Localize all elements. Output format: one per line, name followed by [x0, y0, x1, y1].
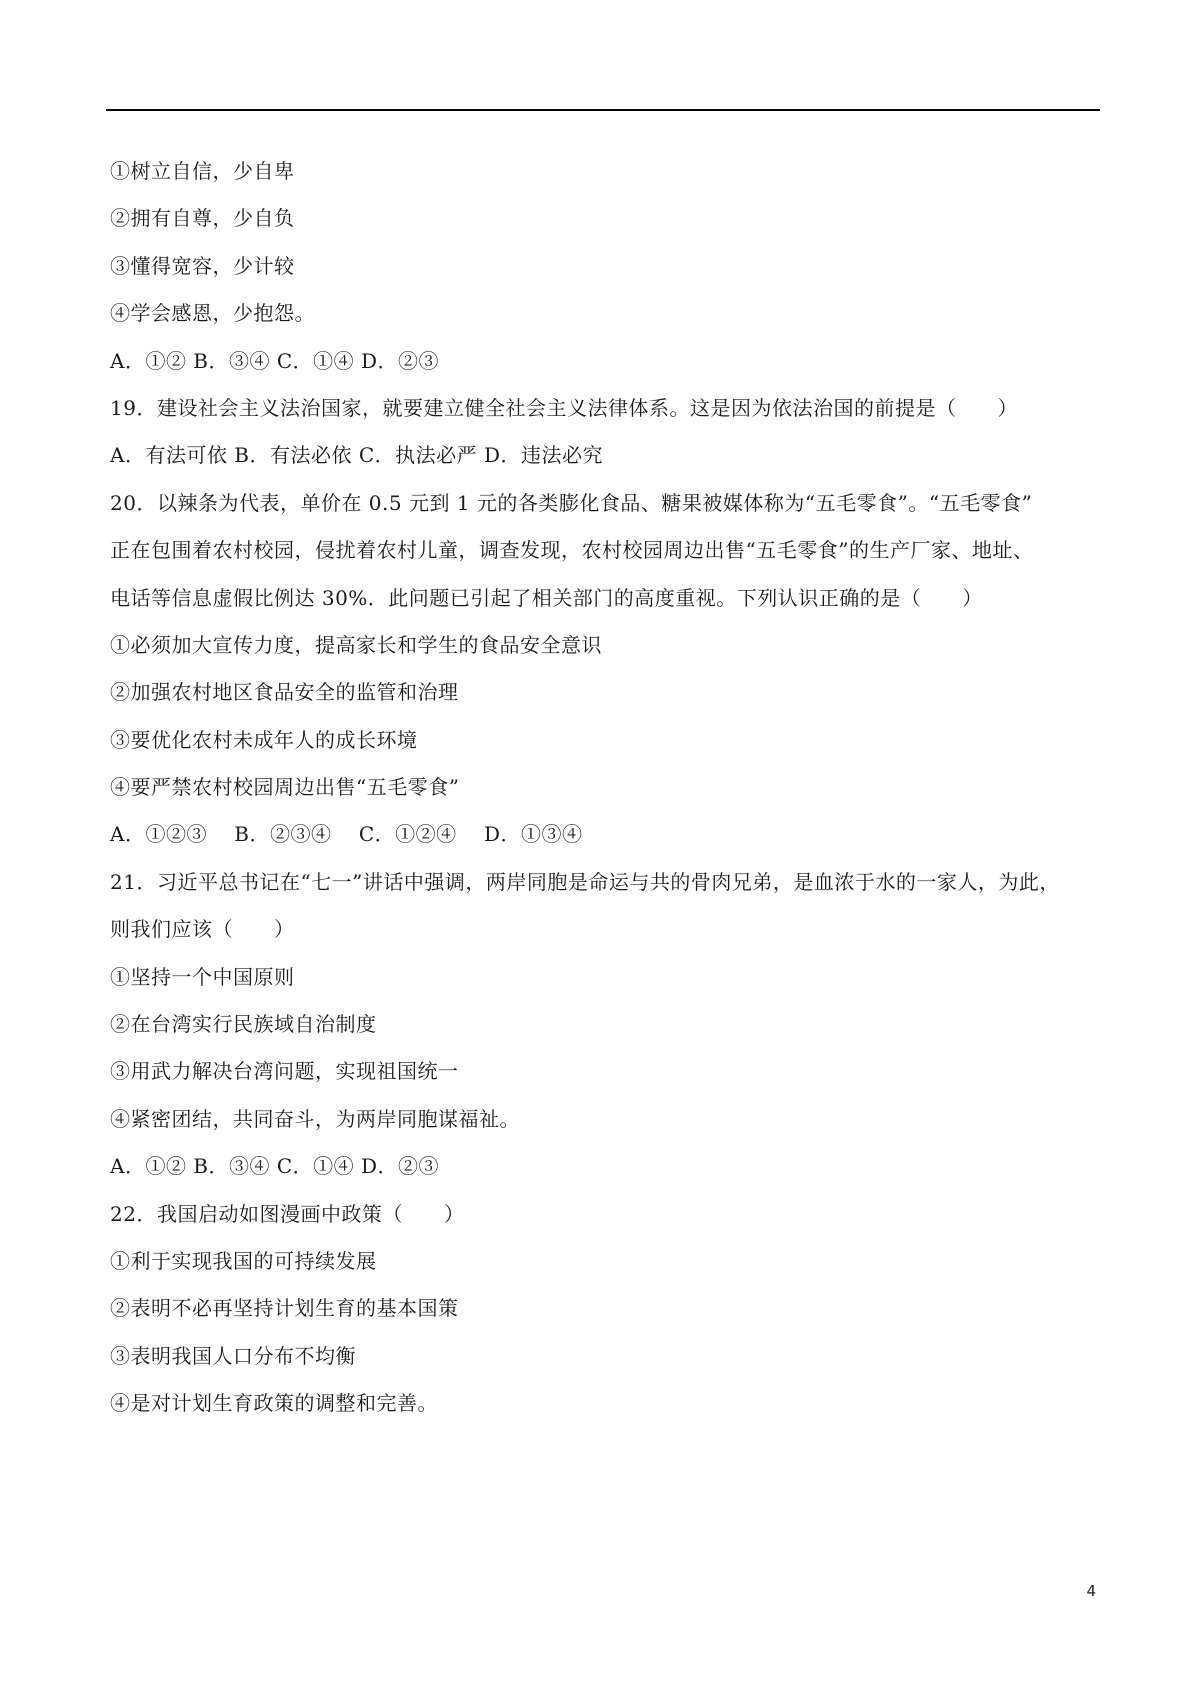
text-line: ②拥有自尊，少自负: [110, 206, 295, 231]
text-line: ③懂得宽容，少计较: [110, 253, 295, 278]
question-21: 21．习近平总书记在“七一”讲话中强调，两岸同胞是命运与共的骨肉兄弟，是血浓于水的一家人，为此，: [110, 869, 1060, 894]
answer-options: A．①②③ B．②③④ C．①②④ D．①③④: [110, 822, 583, 847]
text-line: 正在包围着农村校园，侵扰着农村儿童，调查发现，农村校园周边出售“五毛零食”的生产厂家、地址、: [110, 538, 1034, 563]
text-line: ①必须加大宣传力度，提高家长和学生的食品安全意识: [110, 632, 602, 657]
document-body: [110, 148, 1100, 1428]
question-19: 19．建设社会主义法治国家，就要建立健全社会主义法律体系。这是因为依法治国的前提是（ ）: [110, 395, 1018, 420]
page-number: 4: [1086, 1582, 1096, 1600]
text-line: ①树立自信，少自卑: [110, 159, 295, 183]
answer-options: A．①② B．③④ C．①④ D．②③: [110, 1154, 440, 1179]
text-line: ③要优化农村未成年人的成长环境: [110, 727, 418, 752]
text-line: ④要严禁农村校园周边出售“五毛零食”: [110, 775, 460, 800]
text-line: 电话等信息虚假比例达 30%．此问题已引起了相关部门的高度重视。下列认识正确的是（ ）: [110, 585, 983, 610]
text-line: ③用武力解决台湾问题，实现祖国统一: [110, 1059, 459, 1084]
text-line: ④紧密团结，共同奋斗，为两岸同胞谋福祉。: [110, 1106, 520, 1131]
text-line: ②加强农村地区食品安全的监管和治理: [110, 680, 459, 705]
text-line: 则我们应该（ ）: [110, 917, 295, 942]
text-line: ②表明不必再坚持计划生育的基本国策: [110, 1296, 459, 1321]
header-rule: [106, 109, 1100, 111]
text-line: ③表明我国人口分布不均衡: [110, 1343, 356, 1368]
answer-options: A．有法可依 B．有法必依 C．执法必严 D．违法必究: [110, 443, 604, 468]
text-line: ④学会感恩，少抱怨。: [110, 301, 315, 326]
answer-options: A．①② B．③④ C．①④ D．②③: [110, 348, 440, 373]
text-line: ①利于实现我国的可持续发展: [110, 1248, 377, 1273]
text-line: ④是对计划生育政策的调整和完善。: [110, 1391, 438, 1416]
text-line: ②在台湾实行民族域自治制度: [110, 1012, 377, 1037]
question-20: 20．以辣条为代表，单价在 0.5 元到 1 元的各类膨化食品、糖果被媒体称为“五毛零食”。“五毛零食”: [110, 490, 1033, 515]
text-line: ①坚持一个中国原则: [110, 964, 295, 989]
question-22: 22．我国启动如图漫画中政策（ ）: [110, 1201, 465, 1226]
